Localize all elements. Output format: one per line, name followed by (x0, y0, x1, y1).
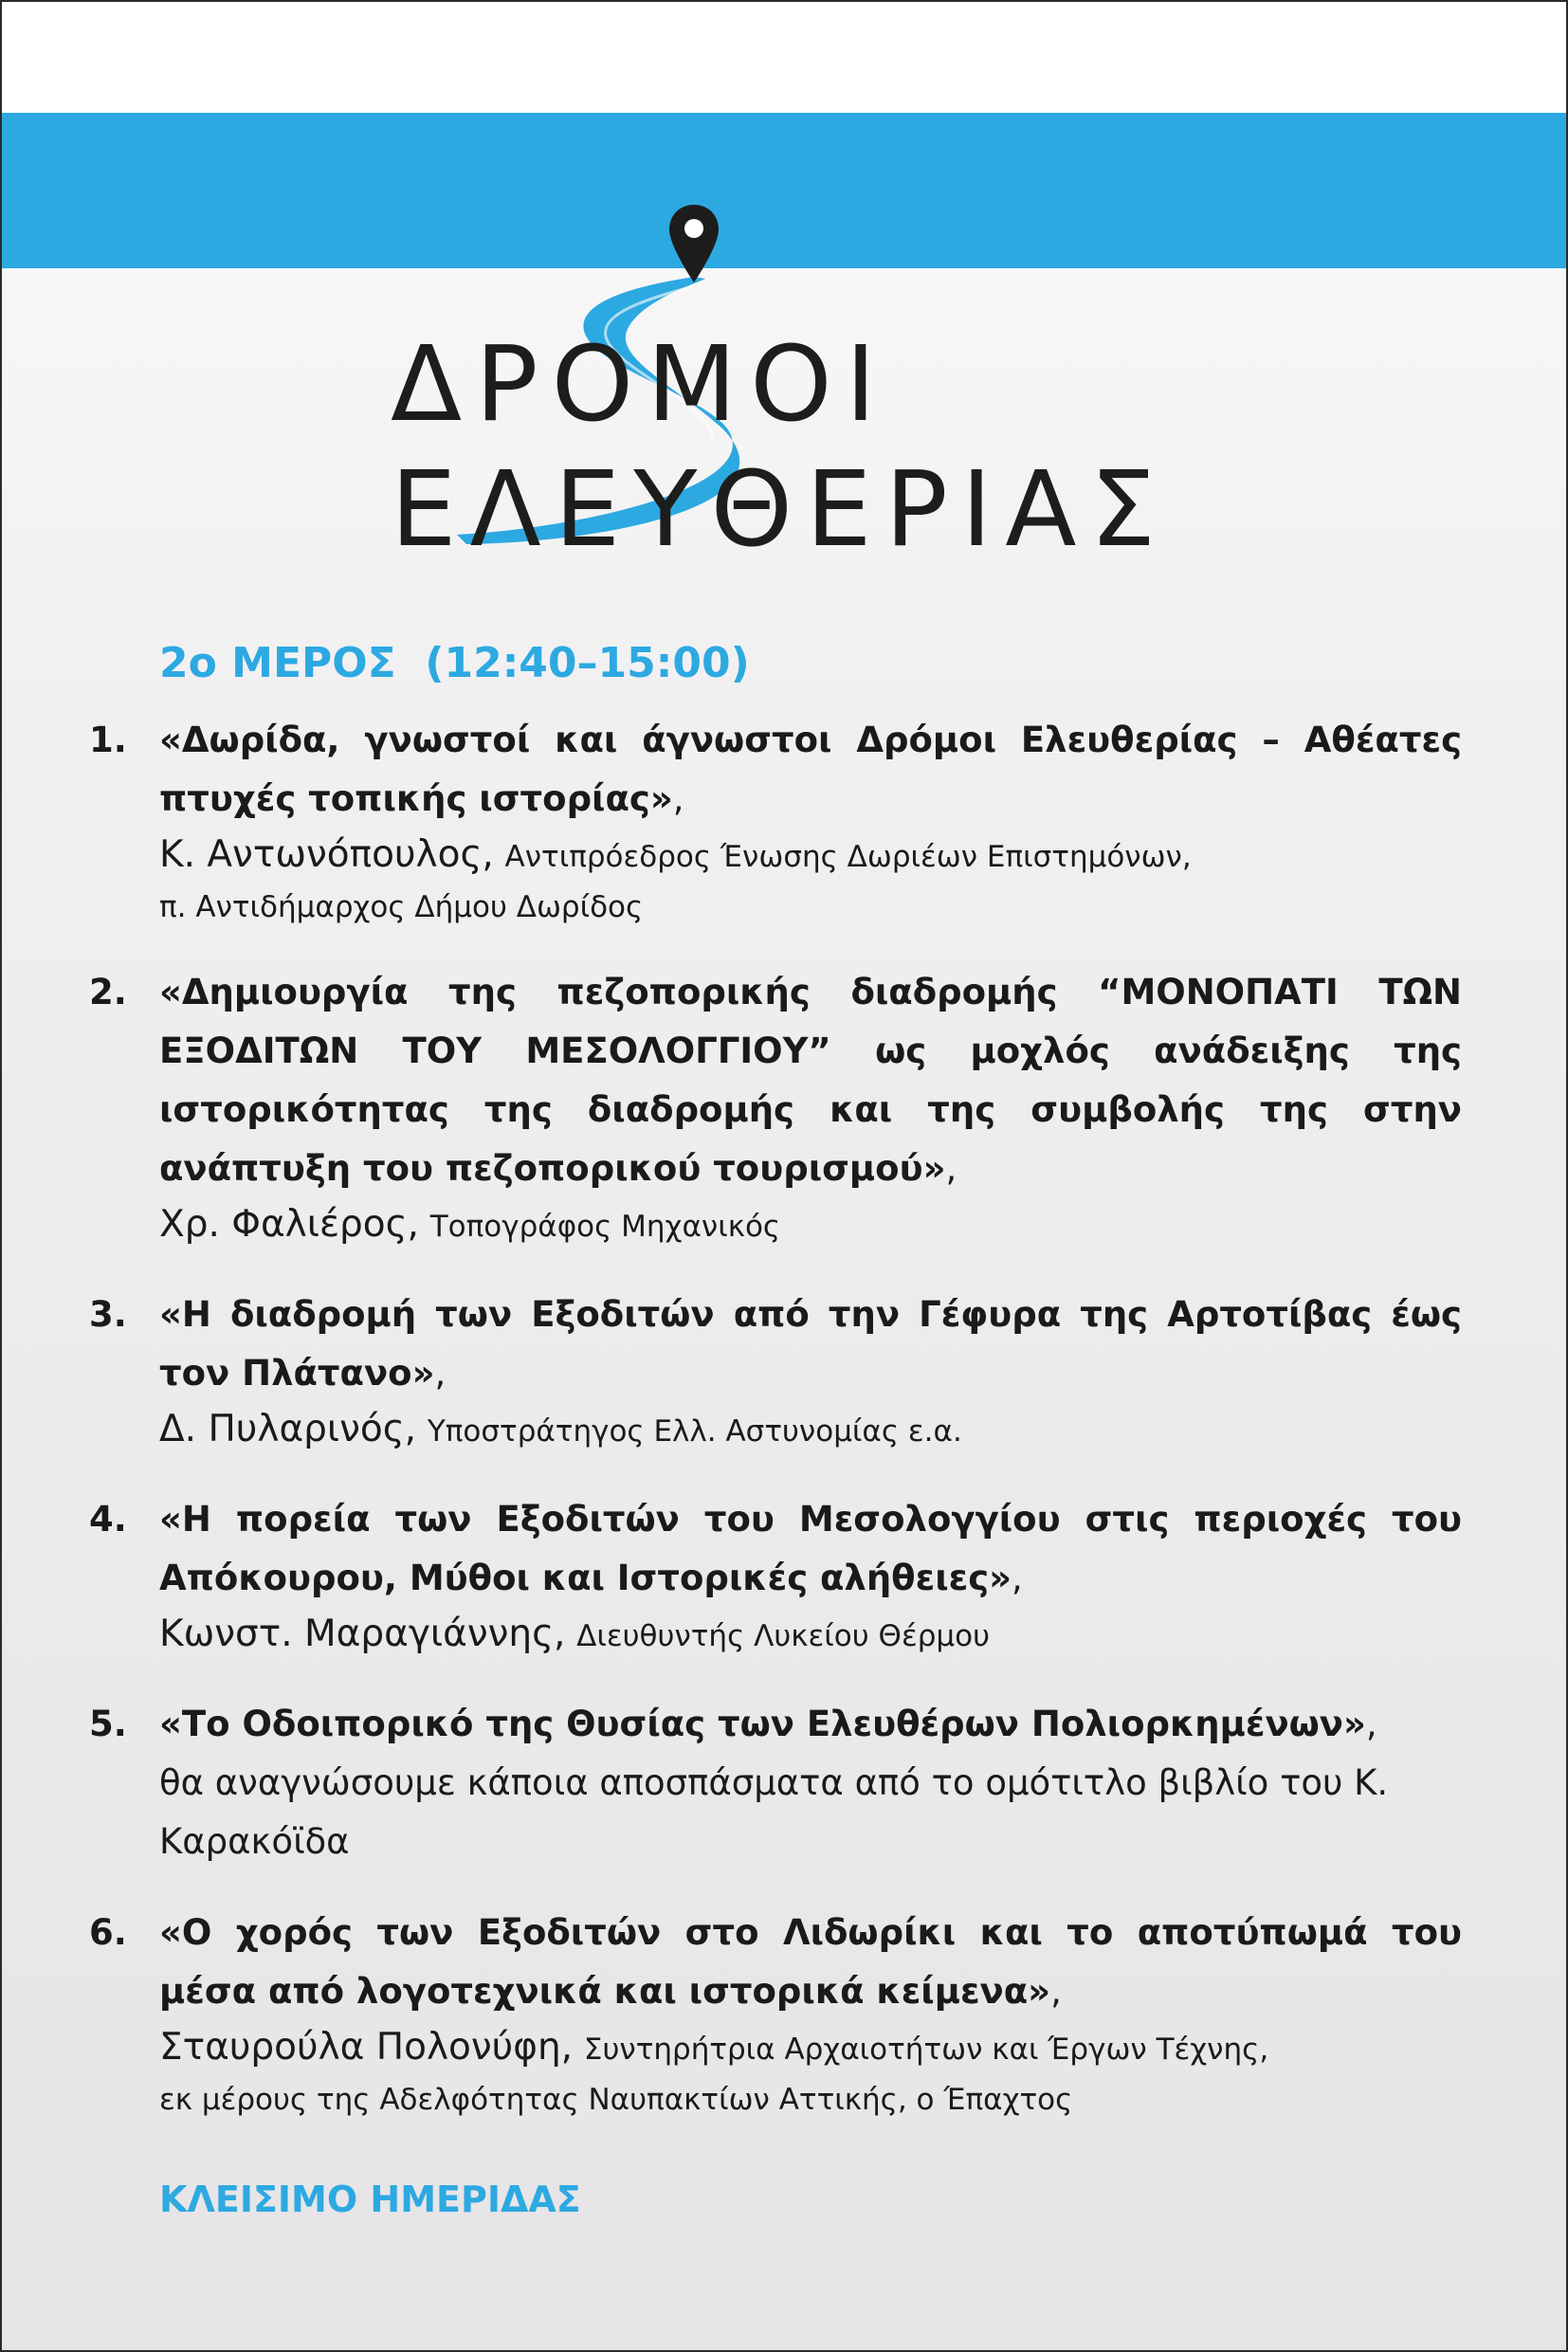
program-item (89, 1490, 1462, 1663)
item-title-suffix: , (434, 1353, 447, 1394)
logo (381, 191, 1170, 571)
item-title-text: «Ο χορός των Εξοδιτών στο Λιδωρίκι και το αποτύπωμά του μέσα από λογοτεχνικά και ιστορικά κείμενα» (159, 1912, 1462, 2012)
item-number: 1. (89, 720, 127, 760)
speaker-role: Διευθυντής Λυκείου Θέρμου (576, 1619, 991, 1653)
speaker-role: Τοπογράφος Μηχανικός (429, 1210, 781, 1244)
closing-title: ΚΛΕΙΣΙΜΟ ΗΜΕΡΙΔΑΣ (159, 2179, 581, 2220)
speaker-role: Υποστράτηγος Ελλ. Αστυνομίας ε.α. (427, 1414, 962, 1449)
map-pin-icon (665, 201, 722, 286)
speaker-name: Κ. Αντωνόπουλος, (159, 833, 494, 876)
speaker (159, 1608, 1462, 1663)
program-item (89, 1904, 1462, 2124)
logo-title-line1: ΔΡΟΜΟΙ (391, 323, 890, 445)
speaker-name: Σταυρούλα Πολονύφη, (159, 2026, 574, 2069)
program-item (89, 711, 1462, 931)
item-title (159, 1490, 1462, 1608)
item-title-text: «Η διαδρομή των Εξοδιτών από την Γέφυρα της Αρτοτίβας έως τον Πλάτανο» (159, 1294, 1462, 1394)
speaker-role: Αντιπρόεδρος Ένωσης Δωριέων Επιστημόνων, (504, 840, 1192, 874)
item-number: 6. (89, 1912, 127, 1953)
item-title-text: «Δημιουργία της πεζοπορικής διαδρομής “ΜΟΝΟΠΑΤΙ ΤΩΝ ΕΞΟΔΙΤΩΝ ΤΟΥ ΜΕΣΟΛΟΓΓΙΟΥ” ως μοχλός ανάδειξης της ιστορικότητας της διαδρομής και της συμβολής της στην ανάπτυξη του πεζοπορικού τουρισμού» (159, 972, 1462, 1189)
item-number: 5. (89, 1704, 127, 1744)
item-title (159, 963, 1462, 1198)
item-title-text: «Δωρίδα, γνωστοί και άγνωστοι Δρόμοι Ελευθερίας – Αθέατες πτυχές τοπικής ιστορίας» (159, 720, 1462, 819)
item-title-suffix: , (1365, 1704, 1377, 1744)
speaker (159, 1198, 1462, 1253)
item-title-text: «Η πορεία των Εξοδιτών του Μεσολογγίου στις περιοχές του Απόκουρου, Μύθοι και Ιστορικές αλήθειες» (159, 1499, 1462, 1598)
item-title (159, 1695, 1462, 1754)
item-title-suffix: , (1050, 1971, 1062, 2012)
speaker-name: Δ. Πυλαρινός, (159, 1408, 417, 1450)
speaker (159, 1403, 1462, 1458)
speaker (159, 829, 1462, 884)
program-list (89, 711, 1462, 2156)
item-number: 2. (89, 972, 127, 1012)
speaker-role: Συντηρήτρια Αρχαιοτήτων και Έργων Τέχνης, (583, 2033, 1269, 2067)
top-margin (2, 2, 1566, 113)
program-item (89, 963, 1462, 1253)
logo-title-line2: ΕΛΕΥΘΕΡΙΑΣ (391, 448, 1170, 570)
program-item (89, 1695, 1462, 1871)
item-description: θα αναγνώσουμε κάποια αποσπάσματα από το ομότιτλο βιβλίο του Κ. Καρακόϊδα (159, 1762, 1389, 1862)
item-title-suffix: , (1012, 1558, 1023, 1598)
item-title-suffix: , (672, 778, 684, 819)
item-number: 4. (89, 1499, 127, 1540)
program-item (89, 1285, 1462, 1458)
item-number: 3. (89, 1294, 127, 1335)
item-title (159, 1285, 1462, 1403)
item-title (159, 1904, 1462, 2021)
speaker-role-continued: π. Αντιδήμαρχος Δήμου Δωρίδος (159, 890, 644, 924)
speaker-name: Χρ. Φαλιέρος, (159, 1203, 419, 1246)
item-title (159, 711, 1462, 829)
item-title-text: «Το Οδοιπορικό της Θυσίας των Ελευθέρων Πολιορκημένων» (159, 1704, 1366, 1744)
speaker-role-continued: εκ μέρους της Αδελφότητας Ναυπακτίων Αττικής, ο Έπαχτος (159, 2083, 1073, 2117)
speaker-name: Κωνστ. Μαραγιάννης, (159, 1613, 566, 1655)
speaker (159, 2021, 1462, 2076)
part-title: 2ο ΜΕΡΟΣ (12:40–15:00) (159, 639, 750, 687)
item-title-suffix: , (945, 1148, 957, 1189)
